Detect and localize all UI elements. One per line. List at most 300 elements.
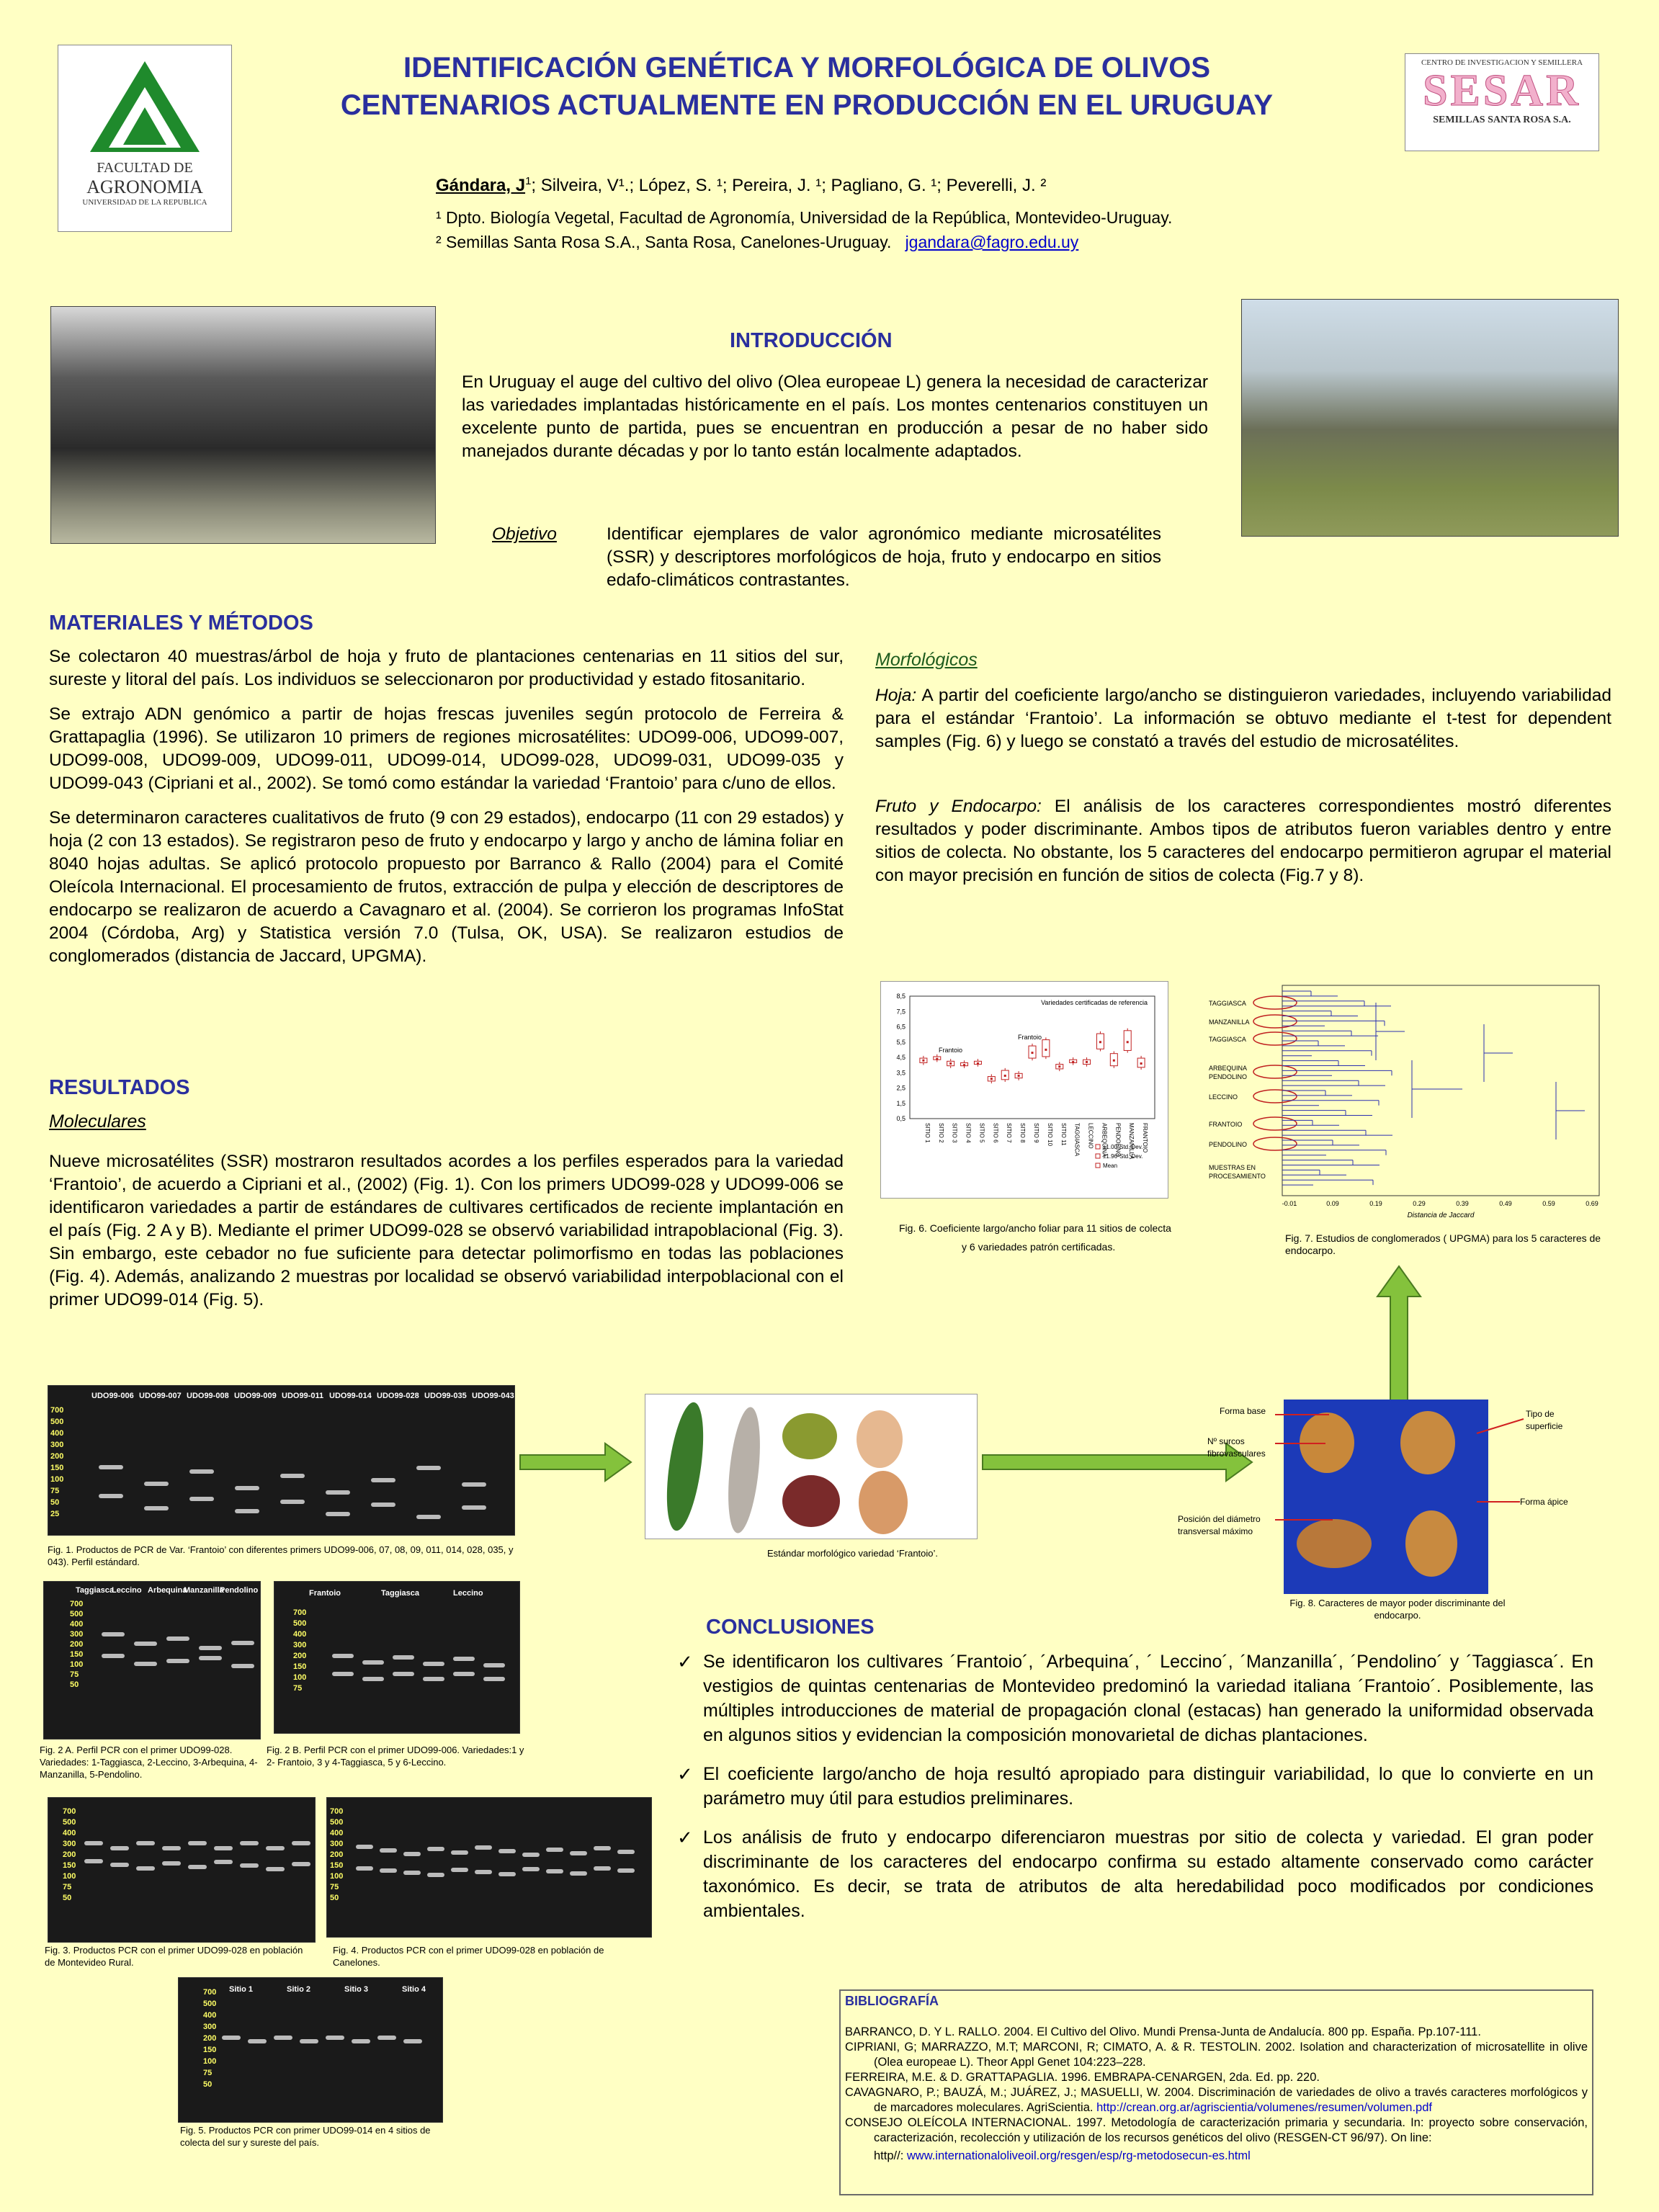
gel-band	[222, 2036, 241, 2040]
gel-band	[102, 1632, 125, 1636]
gel-band	[166, 1659, 189, 1663]
x-tick-label: 0.49	[1499, 1200, 1512, 1207]
ladder-label: 100	[50, 1475, 64, 1484]
gel-band	[214, 1860, 233, 1864]
gel-band	[427, 1847, 444, 1851]
ladder-label: 200	[63, 1850, 76, 1859]
ladder-label: 75	[330, 1883, 339, 1891]
gel-band	[136, 1866, 155, 1871]
gel-band	[189, 1497, 214, 1501]
gel-band	[522, 1867, 540, 1871]
mean-point	[1004, 1075, 1006, 1077]
gel-band	[594, 1866, 611, 1871]
gel-band	[102, 1654, 125, 1658]
y-tick-label: 2,5	[896, 1084, 905, 1092]
lane-label: UDO99-035	[424, 1392, 467, 1400]
ladder-label: 300	[330, 1840, 344, 1848]
gel-band	[462, 1482, 486, 1487]
ladder-label: 75	[203, 2069, 213, 2077]
lane-label: Pendolino	[220, 1586, 259, 1595]
gel-band	[136, 1841, 155, 1845]
email-link[interactable]: jgandara@fagro.edu.uy	[905, 233, 1079, 251]
logo-text-3: UNIVERSIDAD DE LA REPUBLICA	[82, 198, 207, 207]
gel-band	[240, 1841, 259, 1845]
ref-1: BARRANCO, D. Y L. RALLO. 2004. El Cultivo del Olivo. Mundi Prensa-Junta de Andalucía. 800 pp. España. Pp.107-111.	[845, 2025, 1481, 2038]
y-tick-label: 4,5	[896, 1054, 905, 1061]
x-tick-label: SITIO 10	[1046, 1123, 1053, 1147]
fig1-caption: Fig. 1. Productos de PCR de Var. ‘Frantoio’ con diferentes primers UDO99-006, 07, 08, 09, 011, 014, 028, 035, y 043). Perfil estándard.	[48, 1544, 514, 1567]
mean-point	[1018, 1075, 1020, 1077]
lane-label: UDO99-009	[234, 1392, 277, 1400]
gel-band	[423, 1662, 444, 1666]
ladder-label: 100	[330, 1872, 344, 1881]
gel-band	[266, 1867, 285, 1871]
affiliation-1: ¹ Dpto. Biología Vegetal, Facultad de Agronomía, Universidad de la República, Montevideo-Uruguay.	[436, 208, 1173, 227]
fig2b-gel	[274, 1581, 520, 1734]
mean-point	[1113, 1060, 1115, 1062]
gel-band	[498, 1849, 516, 1853]
x-tick-label: LECCINO	[1087, 1123, 1094, 1149]
lane-label: Sitio 4	[402, 1985, 426, 1994]
gel-band	[292, 1841, 310, 1845]
legend-swatch	[1096, 1145, 1100, 1149]
gel-band	[451, 1868, 468, 1872]
fig8-label-apice: Forma ápice	[1520, 1497, 1568, 1507]
conclusion-item	[677, 1649, 1593, 1747]
conclusion-item	[677, 1825, 1593, 1923]
ladder-label: 400	[203, 2011, 217, 2020]
ladder-label: 500	[293, 1619, 307, 1628]
leaf-label: MUESTRAS EN	[1209, 1164, 1256, 1171]
gel-band	[189, 1469, 214, 1474]
gel-band	[462, 1505, 486, 1510]
gel-band	[280, 1474, 305, 1478]
annotation: Frantoio	[939, 1047, 963, 1054]
ladder-label: 100	[70, 1660, 84, 1669]
legend-label: ±1.96*Std. Dev.	[1103, 1153, 1143, 1160]
x-tick-label: SITIO 11	[1060, 1123, 1067, 1146]
fig3-gel	[48, 1797, 316, 1943]
x-tick-label: TAGGIASCA	[1073, 1123, 1081, 1157]
lane-label: Frantoio	[309, 1589, 341, 1598]
ladder-label: 200	[50, 1452, 64, 1461]
mean-point	[1032, 1052, 1034, 1054]
gel-band	[214, 1846, 233, 1850]
gel-band	[110, 1846, 129, 1850]
gel-band	[483, 1677, 505, 1681]
fig4-ladder	[330, 1806, 343, 1904]
methods-p1: Se colectaron 40 muestras/árbol de hoja y fruto de plantaciones centenarias en 11 sitios del sur, sureste y litoral del país. Los individuos se seleccionaron por productividad y estado fitosanitario.	[49, 647, 844, 689]
ladder-label: 700	[63, 1807, 76, 1816]
ladder-label: 300	[50, 1441, 64, 1449]
ladder-label: 300	[63, 1840, 76, 1848]
gel-band	[280, 1500, 305, 1504]
gel-band	[99, 1465, 123, 1469]
leaf-label: PENDOLINO	[1209, 1141, 1248, 1148]
box	[1042, 1040, 1050, 1057]
lead-author: Gándara, J	[436, 176, 526, 195]
x-tick-label: 0.19	[1369, 1200, 1382, 1207]
ladder-label: 75	[70, 1670, 79, 1679]
lane-label: UDO99-011	[282, 1392, 324, 1400]
ladder-label: 75	[63, 1883, 72, 1891]
leaf-label: TAGGIASCA	[1209, 1000, 1246, 1007]
gel-band	[99, 1494, 123, 1498]
other-authors: ; Silveira, V¹.; López, S. ¹; Pereira, J. ¹; Pagliano, G. ¹; Peverelli, J. ²	[531, 176, 1047, 195]
mean-point	[1086, 1061, 1088, 1063]
x-tick-label: MANZANILLA	[1128, 1123, 1135, 1160]
right-arrow-icon	[519, 1441, 634, 1484]
highlight-circle	[1253, 1137, 1297, 1150]
leaf-label: Hoja:	[875, 686, 917, 705]
olive-alley-photo	[50, 306, 436, 544]
fig8-label-base: Forma base	[1220, 1406, 1266, 1416]
sesar-top: CENTRO DE INVESTIGACION Y SEMILLERA	[1421, 58, 1583, 67]
gel-band	[377, 2036, 396, 2040]
ladder-label: 400	[293, 1630, 307, 1639]
checkmark-icon: ✓	[677, 1763, 693, 1785]
ladder-label: 75	[293, 1684, 303, 1693]
lane-label: Manzanilla	[184, 1586, 224, 1595]
highlight-circle	[1253, 1117, 1297, 1130]
mean-point	[922, 1060, 924, 1062]
gel-band	[356, 1866, 373, 1871]
fruit-body: El análisis de los caracteres correspondientes mostró diferentes resultados y poder discriminante. Ambos tipos de atributos fueron variables dentro y entre sitios de colecta. No obstante, los 5 caracteres del endocarpo permitieron agrupar el material con mayor precisión en función de sitios de colecta (Fig.7 y 8).	[875, 797, 1612, 885]
gel-band	[166, 1636, 189, 1641]
y-tick-label: 5,5	[896, 1038, 905, 1046]
gel-band	[483, 1663, 505, 1667]
fig1-gel	[48, 1385, 515, 1536]
gel-band	[371, 1503, 395, 1507]
lane-label: Sitio 3	[344, 1985, 369, 1994]
mean-point	[963, 1064, 965, 1066]
leaf-label: MANZANILLA	[1209, 1018, 1250, 1026]
gel-band	[248, 2039, 267, 2043]
gel-band	[162, 1861, 181, 1866]
gel-band	[498, 1872, 516, 1876]
highlight-circle	[1253, 1090, 1297, 1103]
highlight-circle	[1253, 1065, 1297, 1078]
gel-band	[453, 1657, 475, 1661]
mean-point	[936, 1058, 938, 1060]
title-line-1: IDENTIFICACIÓN GENÉTICA Y MORFOLÓGICA DE OLIVOS	[403, 52, 1211, 84]
results-heading: RESULTADOS	[49, 1076, 190, 1099]
ladder-label: 150	[203, 2046, 217, 2054]
ladder-label: 25	[50, 1510, 60, 1518]
gel-band	[393, 1655, 414, 1660]
ladder-label: 400	[330, 1829, 344, 1837]
gel-band	[380, 1868, 397, 1873]
standard-morphology-photo	[645, 1394, 978, 1539]
gel-band	[84, 1859, 103, 1863]
leaf-label: PROCESAMIENTO	[1209, 1173, 1266, 1180]
ladder-label: 700	[330, 1807, 344, 1816]
ref-2: CIPRIANI, G; MARRAZZO, M.T; MARCONI, R; CIMATO, A. & R. TESTOLIN. 2002. Isolation and characterization of microsatellite in olive (Olea europeae L). Theor Appl Genet 104:223–228.	[845, 2041, 1588, 2069]
fruit-label: Fruto y Endocarpo:	[875, 797, 1042, 816]
x-tick-label: SITIO 8	[1019, 1123, 1027, 1143]
x-tick-label: SITIO 4	[965, 1123, 972, 1143]
x-tick-label: SITIO 6	[992, 1123, 999, 1143]
gel-band	[546, 1848, 563, 1852]
gel-band	[199, 1656, 222, 1660]
ladder-label: 200	[330, 1850, 344, 1859]
ladder-label: 100	[63, 1872, 76, 1881]
ladder-label: 100	[203, 2057, 217, 2066]
logo-text-1: FACULTAD DE	[97, 160, 193, 176]
gel-band	[546, 1869, 563, 1873]
ladder-label: 200	[203, 2034, 217, 2043]
ladder-label: 50	[203, 2080, 213, 2089]
x-tick-label: ARBEQUINA	[1101, 1123, 1108, 1158]
x-tick-label: 0.09	[1326, 1200, 1339, 1207]
y-tick-label: 0,5	[896, 1115, 905, 1122]
x-tick-label: FRANTOIO	[1142, 1123, 1149, 1153]
gel-band	[393, 1672, 414, 1676]
ref-5-link[interactable]: www.internationaloliveoil.org/resgen/esp/rg-metodosecun-es.html	[906, 2149, 1251, 2162]
ladder-label: 700	[50, 1406, 64, 1415]
x-tick-label: SITIO 3	[951, 1123, 958, 1143]
sesar-bot: SEMILLAS SANTA ROSA S.A.	[1433, 115, 1571, 125]
leaf-label: TAGGIASCA	[1209, 1036, 1246, 1043]
gel-band	[332, 1672, 354, 1676]
legend-swatch	[1096, 1163, 1100, 1168]
gel-band	[617, 1850, 635, 1854]
mean-point	[1045, 1049, 1047, 1051]
plot-frame	[1282, 985, 1599, 1196]
fig7-svg	[1196, 981, 1621, 1226]
gel-band	[235, 1509, 259, 1513]
fig3-caption: Fig. 3. Productos PCR con el primer UDO99-028 en población de Montevideo Rural.	[45, 1945, 303, 1968]
gel-band	[292, 1862, 310, 1866]
conclusion-text-2: El coeficiente largo/ancho de hoja resultó apropiado para distinguir variabilidad, lo que lo convierte en un parámetro muy útil para estudios preliminares.	[703, 1764, 1593, 1809]
leaf-label: FRANTOIO	[1209, 1121, 1243, 1128]
chart-title: Variedades certificadas de referencia	[1041, 999, 1148, 1006]
logo-text-2: AGRONOMIA	[86, 176, 203, 197]
ladder-label: 200	[70, 1640, 84, 1649]
ref-4: CAVAGNARO, P.; BAUZÁ, M.; JUÁREZ, J.; MASUELLI, W. 2004. Discriminación de variedades de olivo a través caracteres morfológicos y de marcadores moleculares. AgriScientia.	[845, 2086, 1588, 2114]
ladder-label: 200	[293, 1652, 307, 1660]
legend-label: Mean	[1103, 1163, 1118, 1169]
y-tick-label: 7,5	[896, 1008, 905, 1016]
gel-band	[274, 2036, 292, 2040]
agronomia-logo-mark	[58, 45, 231, 153]
x-tick-label: SITIO 5	[978, 1123, 985, 1143]
y-tick-label: 8,5	[896, 993, 905, 1000]
methods-body	[49, 645, 844, 980]
lane-label: UDO99-014	[329, 1392, 372, 1400]
gel-band	[403, 2039, 422, 2043]
ladder-label: 500	[50, 1418, 64, 1426]
mean-point	[991, 1078, 993, 1080]
ladder-label: 500	[63, 1818, 76, 1827]
x-tick-label: SITIO 9	[1033, 1123, 1039, 1143]
ladder-label: 150	[50, 1464, 64, 1472]
methods-p3: Se determinaron caracteres cualitativos de fruto (9 con 29 estados), endocarpo (11 con 29 estados) y hoja (2 con 13 estados). Se registraron peso de fruto y endocarpo y largo y ancho de lámina foliar en 8040 hojas adultas. Se aplicó protocolo propuesto por Barranco & Rallo (2004) para el Comité Oleícola Internacional. El procesamiento de frutos, extracción de pulpa y elección de descriptores de endocarpo se realizaron de acuerdo a Cavagnaro et al. (2004). Se corrieron los programas InfoStat 2004 (Córdoba, Arg) y Statistica versión 7.0 (Tulsa, OK, USA). Se realizaron estudios de conglomerados (distancia de Jaccard, UPGMA).	[49, 808, 844, 966]
gel-band	[594, 1846, 611, 1850]
ladder-label: 50	[50, 1498, 60, 1507]
leaf-label: LECCINO	[1209, 1093, 1238, 1101]
highlight-circle	[1253, 996, 1297, 1009]
x-tick-label: 0.29	[1413, 1200, 1426, 1207]
checkmark-icon: ✓	[677, 1651, 693, 1673]
x-tick-label: 0.39	[1456, 1200, 1469, 1207]
ladder-label: 700	[293, 1608, 307, 1617]
fig6-chart	[880, 981, 1168, 1199]
objective-text: Identificar ejemplares de valor agronómico mediante microsatélites (SSR) y descriptores morfológicos de hoja, fruto y endocarpo en sitios edafo-climáticos contrastantes.	[607, 524, 1161, 590]
gel-band	[423, 1677, 444, 1681]
ladder-label: 500	[330, 1818, 344, 1827]
fig8-pointer-lines	[1174, 1397, 1606, 1541]
gel-band	[403, 1852, 421, 1856]
fig4-caption: Fig. 4. Productos PCR con el primer UDO99-028 en población de Canelones.	[333, 1945, 604, 1968]
legend-swatch	[1096, 1154, 1100, 1158]
lane-label: UDO99-007	[139, 1392, 182, 1400]
ref-5-prefix: http//:	[874, 2149, 907, 2162]
mean-point	[1072, 1061, 1074, 1063]
leaves-fruits-icon	[645, 1394, 977, 1539]
ladder-label: 400	[50, 1429, 64, 1438]
gel-band	[188, 1841, 207, 1845]
x-tick-label: PENDOLINO	[1114, 1123, 1122, 1158]
ladder-label: 400	[63, 1829, 76, 1837]
ladder-label: 50	[330, 1894, 339, 1902]
ladder-label: 50	[63, 1894, 72, 1902]
lane-label: UDO99-008	[187, 1392, 229, 1400]
gel-band	[427, 1873, 444, 1877]
fig8-label-surcos: Nº surcos fibrovasculares	[1207, 1436, 1266, 1459]
fig2a-ladder	[70, 1599, 83, 1690]
lane-label: Leccino	[453, 1589, 483, 1598]
fig1-ladder	[50, 1405, 63, 1520]
gel-band	[188, 1865, 207, 1869]
fig8-label-diametro: Posición del diámetro transversal máximo	[1178, 1514, 1261, 1536]
gel-band	[134, 1662, 157, 1666]
gel-band	[617, 1868, 635, 1873]
highlight-circle	[1253, 1032, 1297, 1045]
mean-point	[949, 1062, 952, 1065]
fruit-text	[875, 795, 1611, 887]
fig7-caption: Fig. 7. Estudios de conglomerados ( UPGMA) para los 5 caracteres de endocarpo.	[1285, 1232, 1601, 1256]
lane-label: UDO99-006	[91, 1392, 134, 1400]
objective-label: Objetivo	[492, 524, 557, 544]
gel-band	[266, 1846, 285, 1850]
lane-label: UDO99-043	[472, 1392, 514, 1400]
gel-band	[570, 1871, 587, 1876]
ladder-label: 700	[70, 1600, 84, 1608]
ref-3: FERREIRA, M.E. & D. GRATTAPAGLIA. 1996. EMBRAPA-CENARGEN, 2da. Ed. pp. 220.	[845, 2071, 1320, 2084]
y-tick-label: 1,5	[896, 1099, 905, 1107]
affiliation-2: ² Semillas Santa Rosa S.A., Santa Rosa, Canelones-Uruguay.	[436, 233, 892, 251]
standard-caption: Estándar morfológico variedad ‘Frantoio’.	[767, 1548, 939, 1559]
mean-point	[1140, 1062, 1142, 1065]
gel-band	[475, 1845, 492, 1850]
fig5-gel	[178, 1977, 443, 2123]
gel-band	[326, 1512, 350, 1516]
ref-4-link[interactable]: http://crean.org.ar/agriscientia/volumenes/resumen/volumen.pdf	[1096, 2101, 1432, 2114]
x-tick-label: SITIO 2	[937, 1123, 944, 1143]
gel-band	[380, 1848, 397, 1853]
ladder-label: 300	[293, 1641, 307, 1649]
gel-band	[235, 1486, 259, 1490]
fig4-gel	[326, 1797, 652, 1938]
lane-label: UDO99-028	[377, 1392, 419, 1400]
ladder-label: 100	[293, 1673, 307, 1682]
fig2a-caption: Fig. 2 A. Perfil PCR con el primer UDO99-028. Variedades: 1-Taggiasca, 2-Leccino, 3-Arbequina, 4- Manzanilla, 5-Pendolino.	[40, 1745, 258, 1780]
gel-band	[144, 1482, 169, 1486]
affiliations	[436, 205, 1172, 254]
gel-band	[162, 1846, 181, 1850]
gel-band	[110, 1863, 129, 1867]
molecular-subheading: Moleculares	[49, 1111, 146, 1132]
gel-band	[362, 1677, 384, 1681]
gel-band	[356, 1845, 373, 1849]
x-tick-label: 0.59	[1542, 1200, 1555, 1207]
ladder-label: 500	[203, 2000, 217, 2008]
gel-band	[231, 1641, 254, 1645]
x-axis-label: Distancia de Jaccard	[1407, 1212, 1475, 1219]
ladder-label: 150	[293, 1662, 307, 1671]
ladder-label: 400	[70, 1620, 84, 1629]
gel-band	[84, 1841, 103, 1845]
gel-band	[416, 1515, 441, 1519]
bibliography-box	[839, 1989, 1593, 2195]
box	[1124, 1031, 1131, 1051]
ladder-label: 150	[63, 1861, 76, 1870]
authors: Gándara, $J^1$; Silveira, V¹.; López, S. ¹; Pereira, J. ¹; Pagliano, G. ¹; Peverelli, J. ²	[436, 175, 1047, 195]
ladder-label: 150	[330, 1861, 344, 1870]
fig2a-gel	[43, 1581, 261, 1739]
ladder-label: 300	[203, 2023, 217, 2031]
annotation: Frantoio	[1018, 1034, 1042, 1041]
gel-band	[326, 2036, 344, 2040]
x-tick-label: SITIO 7	[1006, 1123, 1013, 1143]
morphological-subheading: Morfológicos	[875, 650, 978, 670]
gel-band	[522, 1853, 540, 1857]
gel-band	[451, 1850, 468, 1855]
y-tick-label: 3,5	[896, 1069, 905, 1077]
mean-point	[977, 1062, 979, 1065]
conclusion-item	[677, 1762, 1593, 1811]
agronomia-logo	[58, 45, 232, 232]
conclusion-text-1: Se identificaron los cultivares ´Frantoio´, ´Arbequina´, ´ Leccino´, ´Manzanilla´, ´Pendolino´ y ´Taggiasca´. En vestigios de quintas centenarias de Montevideo predominó la variedad italiana ´Frantoio´. Posiblemente, las múltiples introducciones de material de propagación clonal (estacas) han generado la uniformidad observada en algunos sitios y evidencian la composición monovarietal de dichas plantaciones.	[703, 1652, 1593, 1745]
gel-band	[326, 1490, 350, 1495]
gel-band	[231, 1664, 254, 1668]
x-tick-label: 0.69	[1586, 1200, 1598, 1207]
fig5-caption: Fig. 5. Productos PCR con primer UDO99-014 en 4 sitios de colecta del sur y sureste del país.	[180, 2125, 431, 2148]
gel-band	[371, 1478, 395, 1482]
x-tick-label: SITIO 1	[924, 1123, 931, 1143]
fig6-caption-2: y 6 variedades patrón certificadas.	[962, 1241, 1116, 1253]
gel-band	[352, 2039, 370, 2043]
ladder-label: 500	[70, 1610, 84, 1618]
gel-band	[416, 1466, 441, 1470]
checkmark-icon: ✓	[677, 1827, 693, 1848]
fig2b-ladder	[293, 1608, 306, 1694]
gel-band	[362, 1660, 384, 1665]
gel-band	[300, 2039, 318, 2043]
legend-label: ±1.00*Std. Dev.	[1103, 1144, 1143, 1150]
lane-label: Sitio 1	[229, 1985, 254, 1994]
leaf-label: PENDOLINO	[1209, 1073, 1248, 1080]
mean-point	[1099, 1041, 1101, 1043]
olive-grove-photo	[1241, 299, 1619, 537]
fig5-ladder	[203, 1987, 216, 2090]
gel-band	[570, 1851, 587, 1855]
gel-band	[199, 1646, 222, 1650]
bibliography-heading: BIBLIOGRAFÍA	[845, 1994, 939, 2008]
conclusions-heading: CONCLUSIONES	[706, 1616, 875, 1639]
fig6-svg	[881, 982, 1168, 1198]
